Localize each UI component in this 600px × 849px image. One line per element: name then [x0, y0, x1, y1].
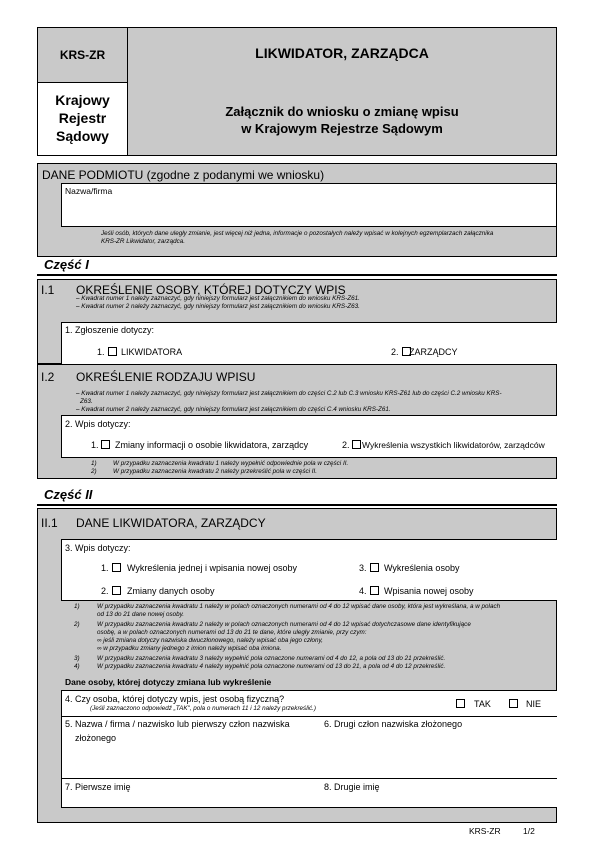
wpis-dotyczy-label: 2. Wpis dotyczy:: [65, 419, 131, 429]
footnote-num: 2): [74, 621, 80, 628]
footnote-text: W przypadku zaznaczenia kwadratu 2 należy w polach oznaczonych numerami od 4 do 12 wpisać dotychczasowe dane identyfikujące: [97, 621, 471, 628]
option-num: 3.: [359, 563, 367, 573]
footnote-text: W przypadku zaznaczenia kwadratu 3 należy wypełnić pola oznaczone numerami od 4 do 12, a pola od 13 do 21 przekreślić.: [97, 655, 446, 662]
nazwa-firma-field[interactable]: [61, 183, 557, 227]
footnote-text: W przypadku zaznaczenia kwadratu 1 należy wypełnić odpowiednie pola w części II.: [113, 460, 349, 467]
form-subtitle-1: Załącznik do wniosku o zmianę wpisu: [225, 104, 459, 119]
option-num: 2.: [342, 440, 350, 450]
section-i2-heading: OKREŚLENIE RODZAJU WPISU: [76, 370, 256, 384]
wpisania-nowej-label: Wpisania nowej osoby: [384, 586, 474, 596]
q4-label: 4. Czy osoba, której dotyczy wpis, jest osobą fizyczną?: [65, 694, 285, 704]
zmiany-danych-checkbox[interactable]: [112, 586, 121, 595]
option-num: 2.: [101, 586, 109, 596]
wykreslenia-jednej-checkbox[interactable]: [112, 563, 121, 572]
q4-note: (Jeśli zaznaczono odpowiedź „TAK", pola o numerach 11 i 12 należy przekreślić.): [90, 705, 316, 712]
nazwisko-label: 5. Nazwa / firma / nazwisko lub pierwszy człon nazwiska: [65, 719, 290, 729]
zmiany-danych-label: Zmiany danych osoby: [127, 586, 215, 596]
footnote-num: 1): [74, 603, 80, 610]
zmiany-informacji-label: Zmiany informacji o osobie likwidatora, zarządcy: [115, 440, 309, 450]
wpis-dotyczy-3-label: 3. Wpis dotyczy:: [65, 543, 131, 553]
part2-underline: [37, 504, 557, 506]
form-subtitle-2: w Krajowym Rejestrze Sądowym: [241, 121, 443, 136]
option-num: 1.: [97, 347, 105, 357]
footnote-text: ∞ w przypadku zmiany jednego z imion należy wpisać oba imiona.: [97, 645, 282, 652]
dane-podmiotu-note-2: KRS-ZR Likwidator, zarządca.: [101, 238, 185, 245]
footnote-text: od 13 do 21 dane nowej osoby.: [97, 611, 185, 618]
option-num: 2.: [391, 347, 399, 357]
footnote-text: W przypadku zaznaczenia kwadratu 4 należy wypełnić pola oznaczone numerami od 13 do 21, a pola od 4 do 12 przekreślić.: [97, 663, 446, 670]
divider: [61, 807, 557, 808]
part1-underline: [37, 274, 557, 276]
section-ii1-number: II.1: [41, 516, 58, 530]
dane-podmiotu-note-1: Jeśli osób, których dane uległy zmianie, jest więcej niż jedna, informacje o pozostałych należy wpisać w kolejnych egzemplarzach załącznika: [101, 230, 494, 237]
zmiany-informacji-checkbox[interactable]: [101, 440, 110, 449]
section-i1-number: I.1: [41, 283, 55, 297]
section-i2-note-1b: Z63.: [80, 398, 93, 405]
wykreslenia-wszystkich-checkbox[interactable]: [352, 440, 361, 449]
form-title: LIKWIDATOR, ZARZĄDCA: [255, 45, 429, 61]
dane-podmiotu-heading: DANE PODMIOTU (zgodne z podanymi we wniosku): [42, 168, 325, 182]
tak-checkbox[interactable]: [456, 699, 465, 708]
tak-label: TAK: [474, 699, 491, 709]
group-heading: Dane osoby, której dotyczy zmiana lub wykreślenie: [65, 677, 272, 687]
pierwsze-imie-label: 7. Pierwsze imię: [65, 782, 131, 792]
section-i1-heading: OKREŚLENIE OSOBY, KTÓREJ DOTYCZY WPIS: [76, 283, 346, 297]
nazwisko-label-cont: złożonego: [75, 733, 117, 743]
section-i2-number: I.2: [41, 370, 55, 384]
footnote-text: W przypadku zaznaczenia kwadratu 1 należy w polach oznaczonych numerami od 4 do 12 wpisać dane osoby, która jest wykreślana, a w polach: [97, 603, 501, 610]
footnote-num: 3): [74, 655, 80, 662]
option-num: 4.: [359, 586, 367, 596]
drugi-czlon-label: 6. Drugi człon nazwiska złożonego: [324, 719, 463, 729]
registry-line-2: Rejestr: [58, 110, 107, 126]
nie-label: NIE: [526, 699, 542, 709]
registry-line-1: Krajowy: [55, 92, 110, 108]
footnote-num: 4): [74, 663, 80, 670]
section-i2-note-1: – Kwadrat numer 1 należy zaznaczyć, gdy niniejszy formularz jest załącznikiem do części C.2 lub C.3 wniosku KRS-Z61 lub do części C.2 wniosku KRS-: [76, 390, 502, 397]
wykreslenia-jednej-label: Wykreślenia jednej i wpisania nowej osoby: [127, 563, 298, 573]
likwidatora-checkbox[interactable]: [108, 347, 117, 356]
page-number: 1/2: [523, 826, 535, 836]
form-code: KRS-ZR: [59, 48, 106, 62]
likwidatora-label: LIKWIDATORA: [121, 347, 183, 357]
option-num: 1.: [101, 563, 109, 573]
nie-checkbox[interactable]: [509, 699, 518, 708]
option-num: 1.: [91, 440, 99, 450]
zarzadcy-label: ZARZĄDCY: [409, 347, 458, 357]
zgloszenie-label: 1. Zgłoszenie dotyczy:: [65, 325, 155, 335]
section-ii1-heading: DANE LIKWIDATORA, ZARZĄDCY: [76, 516, 266, 530]
footnote-text: ∞ jeśli zmiana dotyczy nazwiska dwuczłonowego, należy wpisać oba jego człony,: [97, 637, 323, 644]
footnote-num: 1): [91, 460, 97, 467]
footnote-text: osobę, a w polach oznaczonych numerami od 13 do 21 te dane, które uległy zmianie, przy czym:: [97, 629, 367, 636]
drugie-imie-label: 8. Drugie imię: [324, 782, 380, 792]
wpis-dotyczy-field: [61, 415, 557, 458]
registry-line-3: Sądowy: [56, 128, 109, 144]
footnote-num: 2): [91, 468, 97, 475]
footer-code: KRS-ZR: [469, 826, 501, 836]
wykreslenia-osoby-label: Wykreślenia osoby: [384, 563, 460, 573]
part2-title: Część II: [44, 487, 93, 502]
part1-title: Część I: [44, 257, 89, 272]
footnote-text: W przypadku zaznaczenia kwadratu 2 należy przekreślić pola w części II.: [113, 468, 318, 475]
wykreslenia-osoby-checkbox[interactable]: [370, 563, 379, 572]
wpisania-nowej-checkbox[interactable]: [370, 586, 379, 595]
wykreslenia-wszystkich-label: Wykreślenia wszystkich likwidatorów, zarządców: [362, 440, 545, 450]
section-i1-note-2: – Kwadrat numer 2 należy zaznaczyć, gdy niniejszy formularz jest załącznikiem do wniosku KRS-Z63.: [76, 303, 360, 310]
nazwa-firma-label: Nazwa/firma: [65, 186, 113, 196]
section-i2-note-2: – Kwadrat numer 2 należy zaznaczyć, gdy niniejszy formularz jest załącznikiem do części C.4 wniosku KRS-Z61.: [76, 406, 391, 413]
section-i1-note-1: – Kwadrat numer 1 należy zaznaczyć, gdy niniejszy formularz jest załącznikiem do wniosku KRS-Z61.: [76, 295, 360, 302]
